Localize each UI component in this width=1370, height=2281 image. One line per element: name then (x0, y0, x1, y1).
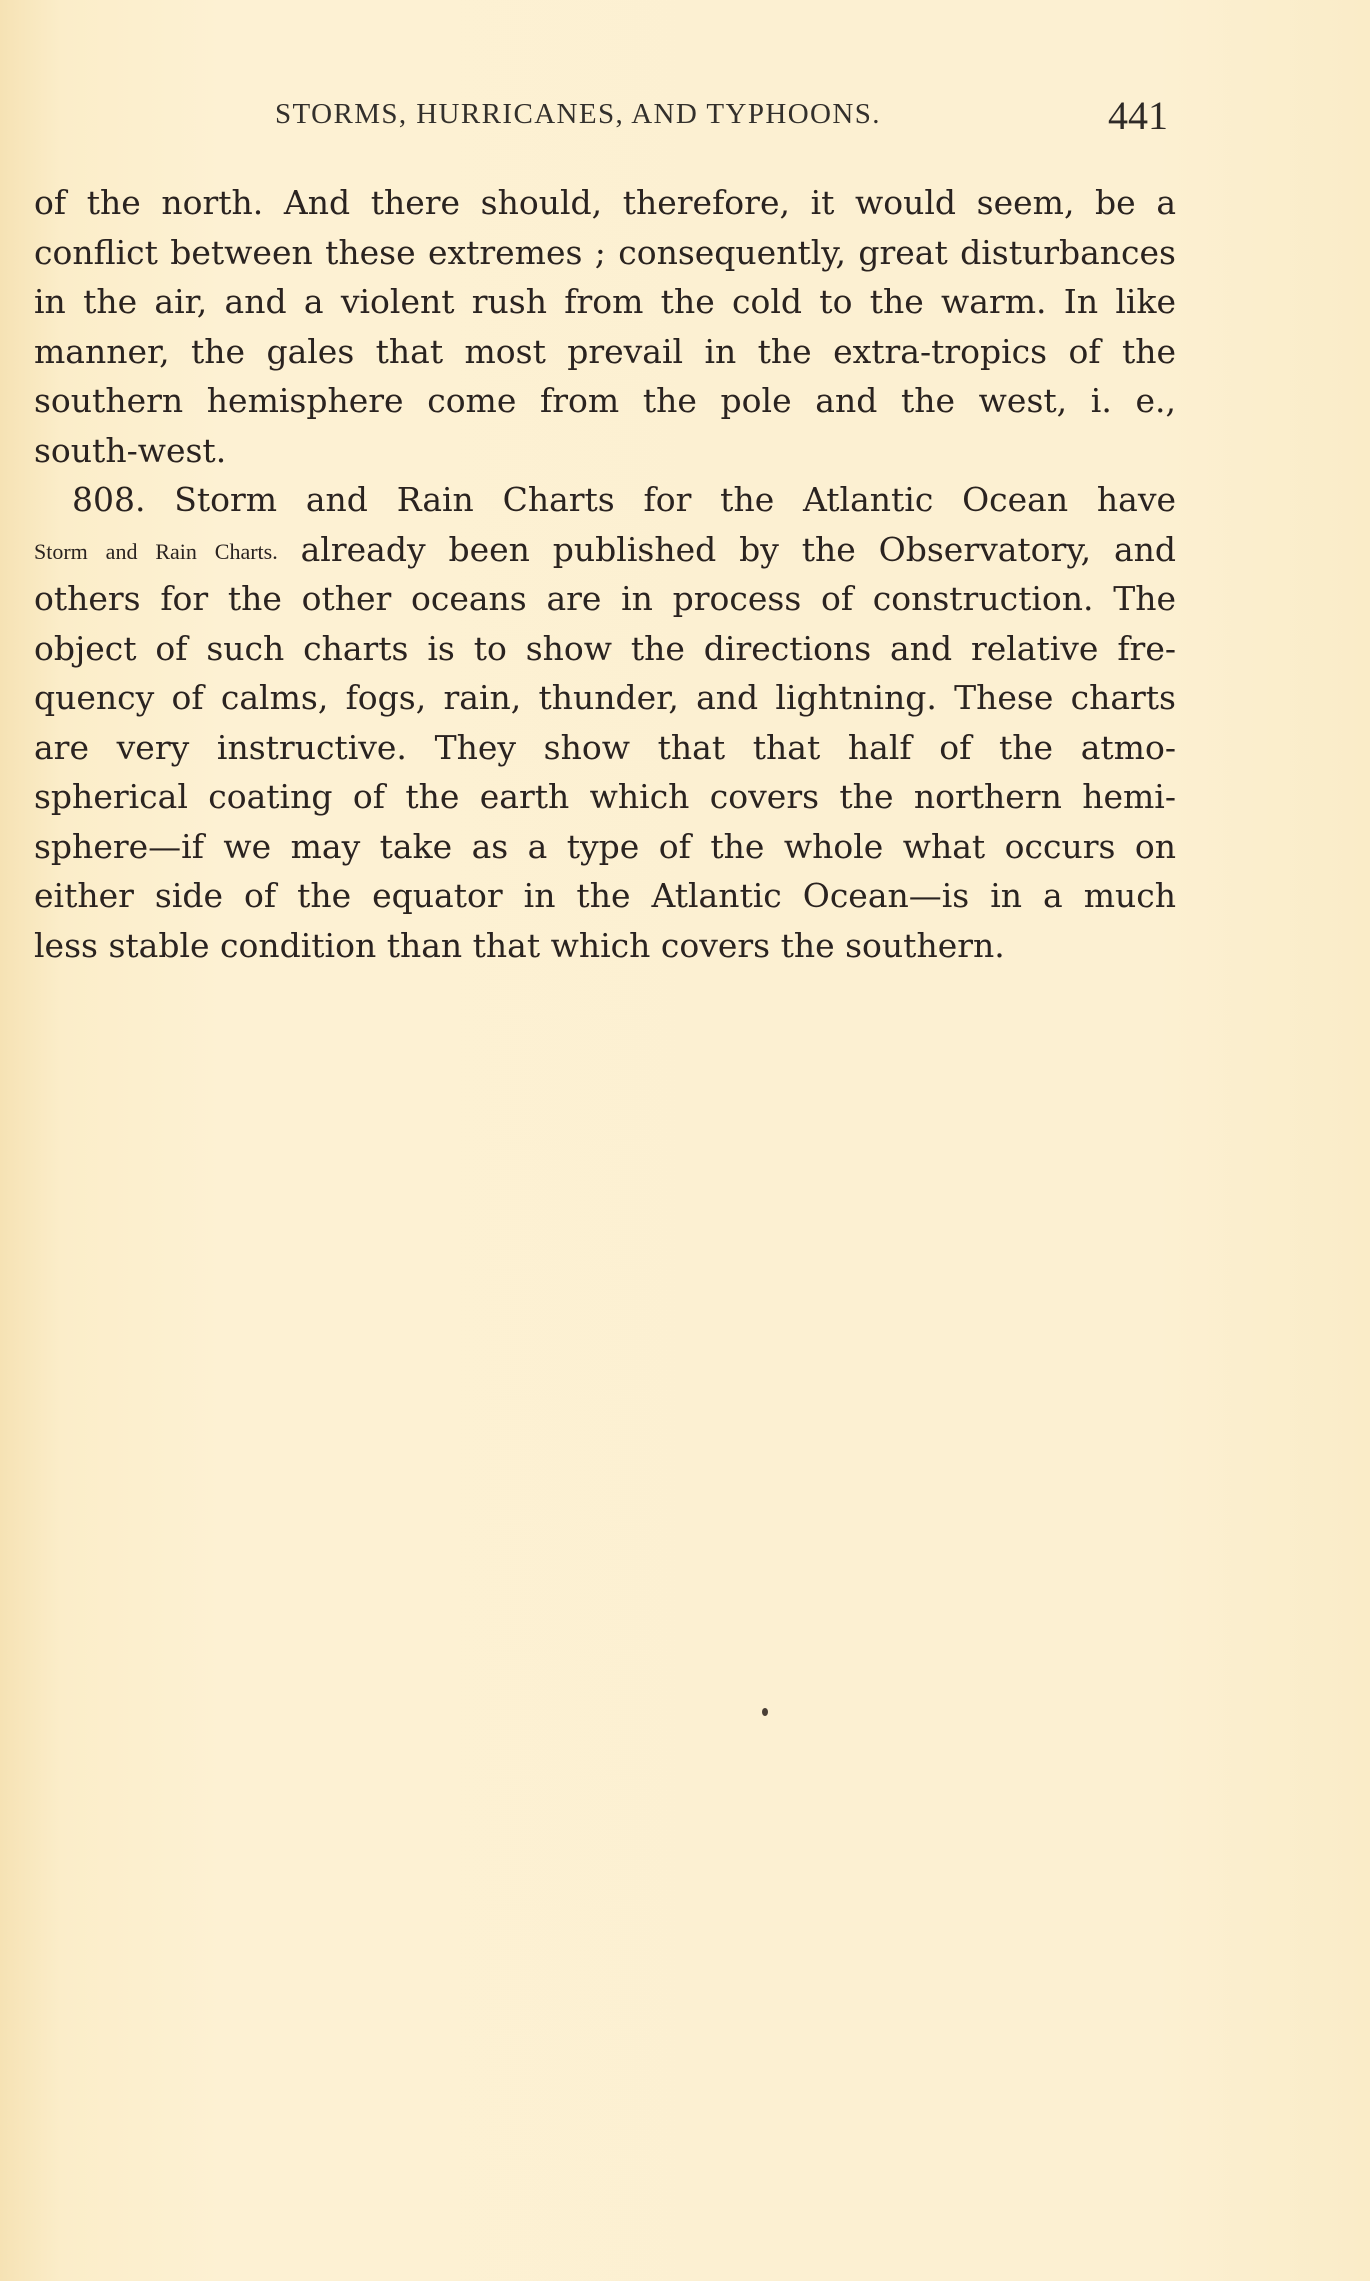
text-line: spherical coating of the earth which covers the northern hemi- (34, 777, 1176, 816)
page-number: 441 (1108, 93, 1168, 138)
ink-speck (762, 1708, 768, 1716)
text-line: manner, the gales that most prevail in the extra-tropics of the (34, 331, 1176, 371)
text-line: in the air, and a violent rush from the cold to the warm. In like (34, 282, 1176, 321)
text-line: object of such charts is to show the directions and relative fre- (34, 628, 1176, 668)
running-head: STORMS, HURRICANES, AND TYPHOONS. (275, 98, 881, 130)
paragraph-start-line: 808. Storm and Rain Charts for the Atlantic Ocean have (72, 480, 1176, 519)
text-line: southern hemisphere come from the pole and the west, i. e., (34, 381, 1176, 420)
body-text (34, 178, 1176, 970)
text-line: quency of calms, fogs, rain, thunder, and lightning. These charts (34, 678, 1176, 717)
text-line-with-margin-note (34, 525, 1176, 575)
text-line: sphere—if we may take as a type of the whole what occurs on (34, 826, 1176, 866)
text-line: others for the other oceans are in process of construction. The (34, 579, 1176, 618)
text-line: of the north. And there should, therefore, it would seem, be a (34, 183, 1176, 222)
text-line: less stable condition than that which covers the southern. (34, 925, 1005, 965)
text-line: already been published by the Observatory, and (300, 529, 1176, 569)
text-line: either side of the equator in the Atlantic Ocean—is in a much (34, 876, 1176, 915)
text-line: are very instructive. They show that that half of the atmo- (34, 727, 1176, 767)
text-line: south-west. (34, 430, 227, 470)
margin-note: Storm and Rain Charts. (34, 538, 278, 564)
text-line: conflict between these extremes ; consequently, great disturbances (34, 232, 1176, 272)
